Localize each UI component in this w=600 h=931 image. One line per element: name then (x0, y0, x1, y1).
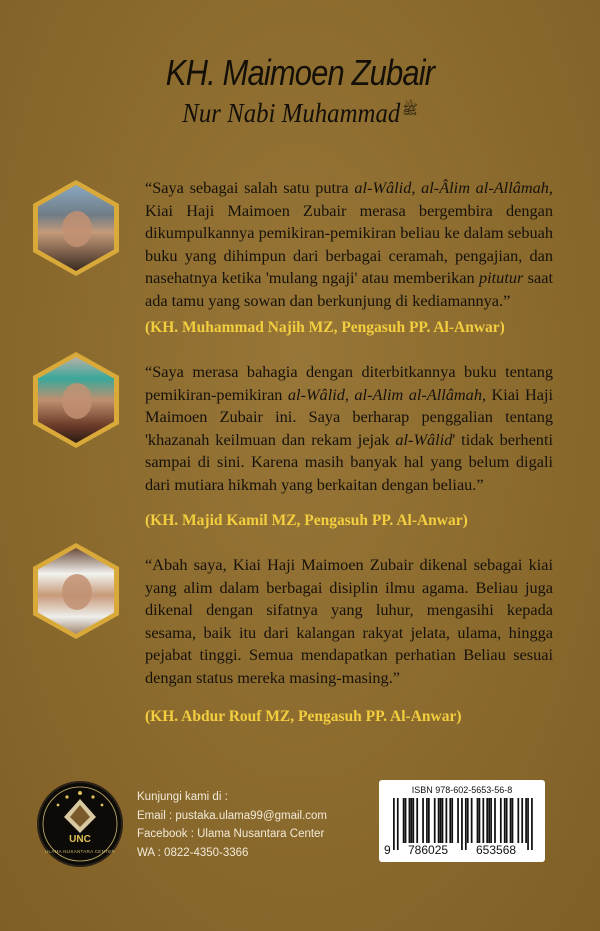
portrait-1-frame (33, 180, 119, 276)
logo-ring-text: ULAMA NUSANTARA CENTER (44, 849, 116, 854)
isbn-barcode (379, 780, 545, 862)
visit-label: Kunjungi kami di : (137, 791, 228, 803)
testimonial-1-quote: “Saya sebagai salah satu putra al-Wâlid, al-Âlim al-Allâmah, Kiai Haji Maimoen Zubair merasa bergembira dengan dikumpulkannya pemikiran-pemikiran beliau ke dalam sebuah buku yang dihimpun dari berbagai ceramah, pengajian, dan nasehatnya ketika 'mulang ngaji' atau memberikan pitutur saat ada tamu yang sowan dan berkunjung di kediamannya.” (145, 178, 553, 310)
portrait-1-photo (38, 185, 114, 271)
facebook-text: Facebook : Ulama Nusantara Center (137, 828, 325, 840)
book-subtitle (24, 98, 576, 129)
testimonial-2-attribution: (KH. Majid Kamil MZ, Pengasuh PP. Al-Anwar) (145, 512, 468, 529)
portrait-2-photo (38, 357, 114, 443)
testimonial-3-quote: “Abah saya, Kiai Haji Maimoen Zubair dikenal sebagai kiai yang alim dalam berbagai disiplin ilmu agama. Beliau juga dikenal dengan sifatnya yang luhur, mengasihi kepada sesama, baik itu dari kalangan rakyat jelata, ulama, hingga pejabat tinggi. Semua mendapatkan perhatian Beliau sesuai dengan status mereka masing-masing.” (145, 555, 553, 687)
testimonial-1-attribution: (KH. Muhammad Najih MZ, Pengasuh PP. Al-Anwar) (145, 319, 505, 336)
subtitle-text: Nur Nabi Muhammad (182, 98, 401, 128)
testimonial-3-attribution: (KH. Abdur Rouf MZ, Pengasuh PP. Al-Anwar) (145, 708, 462, 725)
portrait-3-frame (33, 543, 119, 639)
barcode-digits-left: 786025 (408, 843, 449, 857)
salawat-mark: ﷺ (402, 103, 418, 118)
testimonial-2-quote: “Saya merasa bahagia dengan diterbitkannya buku tentang pemikiran-pemikiran al-Wâlid, al-Alim al-Allâmah, Kiai Haji Maimoen Zubair ini. Saya berharap penggalian tentang 'khazanah keilmuan dan rekam jejak al-Wâlid' tidak berhenti sampai di sini. Karena masih banyak hal yang belum digali dari mutiara hikmah yang berkaitan dengan beliau.” (145, 362, 554, 494)
barcode-digit-first: 9 (384, 843, 391, 857)
portrait-3-photo (38, 548, 114, 634)
logo-text: UNC (69, 834, 91, 845)
portrait-2-frame (33, 352, 119, 448)
book-title: KH. Maimoen Zubair (165, 52, 435, 93)
isbn-number: ISBN 978-602-5653-56-8 (411, 785, 513, 795)
whatsapp-text: WA : 0822-4350-3366 (137, 846, 249, 859)
email-text: Email : pustaka.ulama99@gmail.com (137, 809, 328, 822)
publisher-logo (37, 781, 123, 867)
contact-block (137, 788, 327, 862)
barcode-digits-right: 653568 (476, 843, 517, 857)
